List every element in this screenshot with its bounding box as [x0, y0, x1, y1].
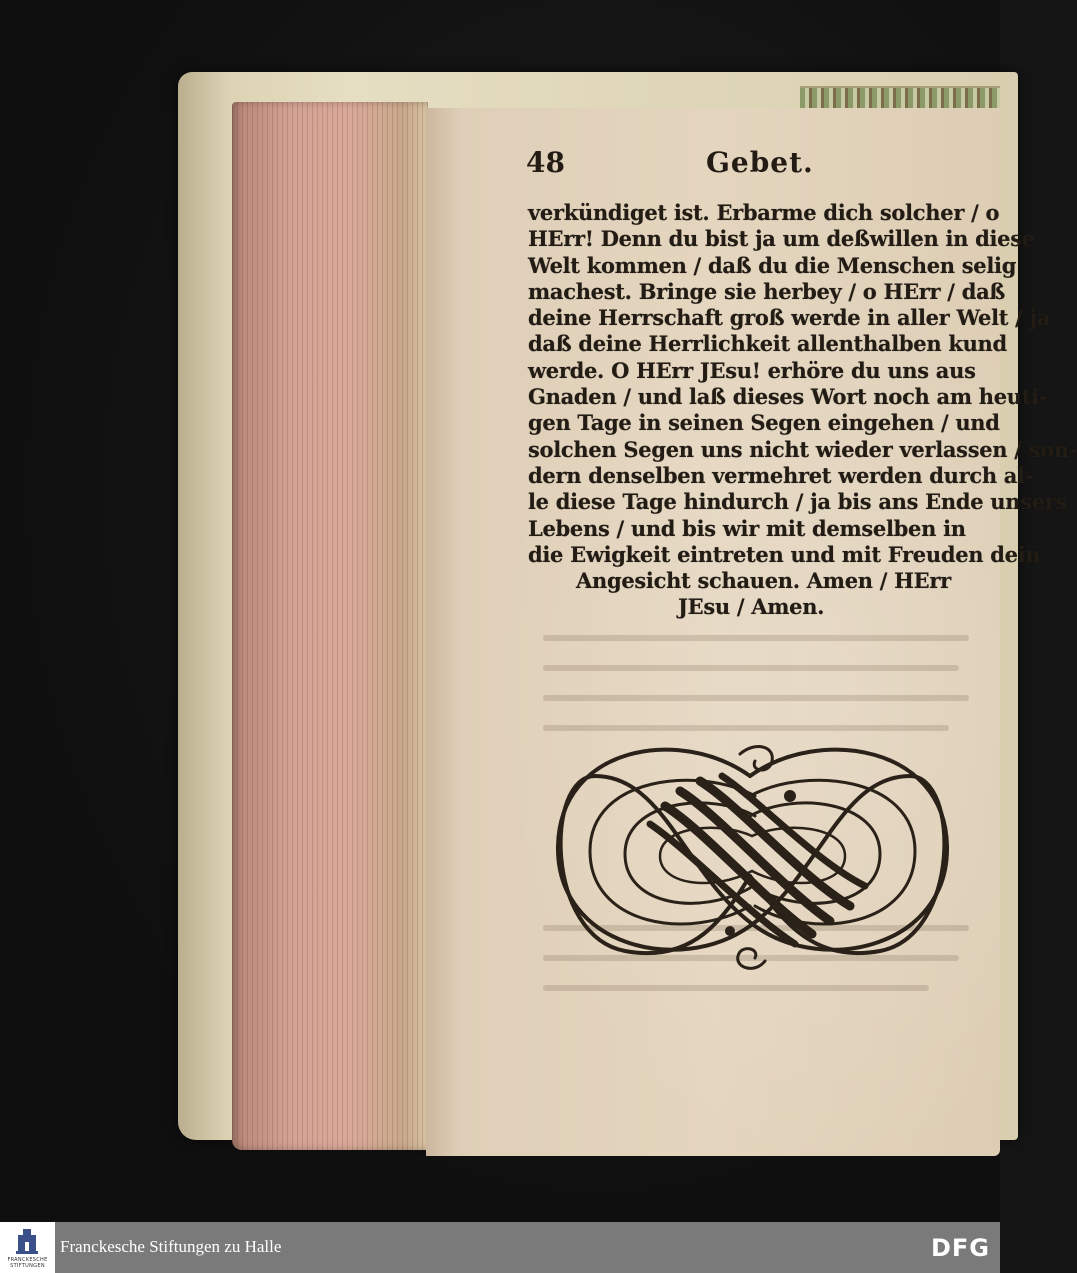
text-line: Lebens / und bis wir mit demselben in — [528, 515, 966, 541]
logo-text-line2: STIFTUNGEN — [10, 1263, 45, 1269]
page-number: 48 — [526, 146, 565, 179]
logo-text-line1: FRANCKESCHE — [7, 1257, 48, 1263]
prayer-text — [528, 200, 1077, 621]
text-line: machest. Bringe sie herbey / o HErr / daß — [528, 278, 1006, 304]
text-line: die Ewigkeit eintreten und mit Freuden dein — [528, 541, 1041, 567]
text-line: solchen Segen uns nicht wieder verlassen / son- — [528, 436, 1077, 462]
text-line: Welt kommen / daß du die Menschen selig — [528, 252, 1017, 278]
text-line: Angesicht schauen. Amen / HErr — [576, 568, 951, 594]
dfg-logo[interactable]: DFG — [930, 1234, 990, 1262]
page-fore-edge — [232, 102, 428, 1150]
text-line: dern denselben vermehret werden durch al- — [528, 462, 1034, 488]
book-headband — [800, 86, 1000, 110]
text-line: JEsu / Amen. — [678, 594, 825, 620]
page-header — [526, 146, 856, 186]
text-line: Gnaden / und laß dieses Wort noch am heuti- — [528, 384, 1048, 410]
text-line: le diese Tage hindurch / ja bis ans Ende unsers — [528, 489, 1068, 515]
text-line: gen Tage in seinen Segen eingehen / und — [528, 410, 1000, 436]
calligraphic-flourish-ornament — [550, 736, 954, 978]
text-line: verkündiget ist. Erbarme dich solcher / o — [528, 200, 1000, 225]
institution-name: Franckesche Stiftungen zu Halle — [60, 1237, 282, 1256]
book-page — [426, 108, 1077, 1156]
francke-logo[interactable] — [0, 1222, 55, 1273]
text-line: werde. O HErr JEsu! erhöre du uns aus — [528, 357, 976, 383]
running-head: Gebet. — [706, 146, 814, 179]
footer-bar — [0, 1222, 1000, 1273]
text-line: deine Herrschaft groß werde in aller Welt / ja — [528, 305, 1051, 331]
text-line: HErr! Denn du bist ja um deßwillen in diese — [528, 226, 1035, 252]
text-line: daß deine Herrlichkeit allenthalben kund — [528, 331, 1007, 357]
francke-foundation-icon — [14, 1227, 40, 1255]
